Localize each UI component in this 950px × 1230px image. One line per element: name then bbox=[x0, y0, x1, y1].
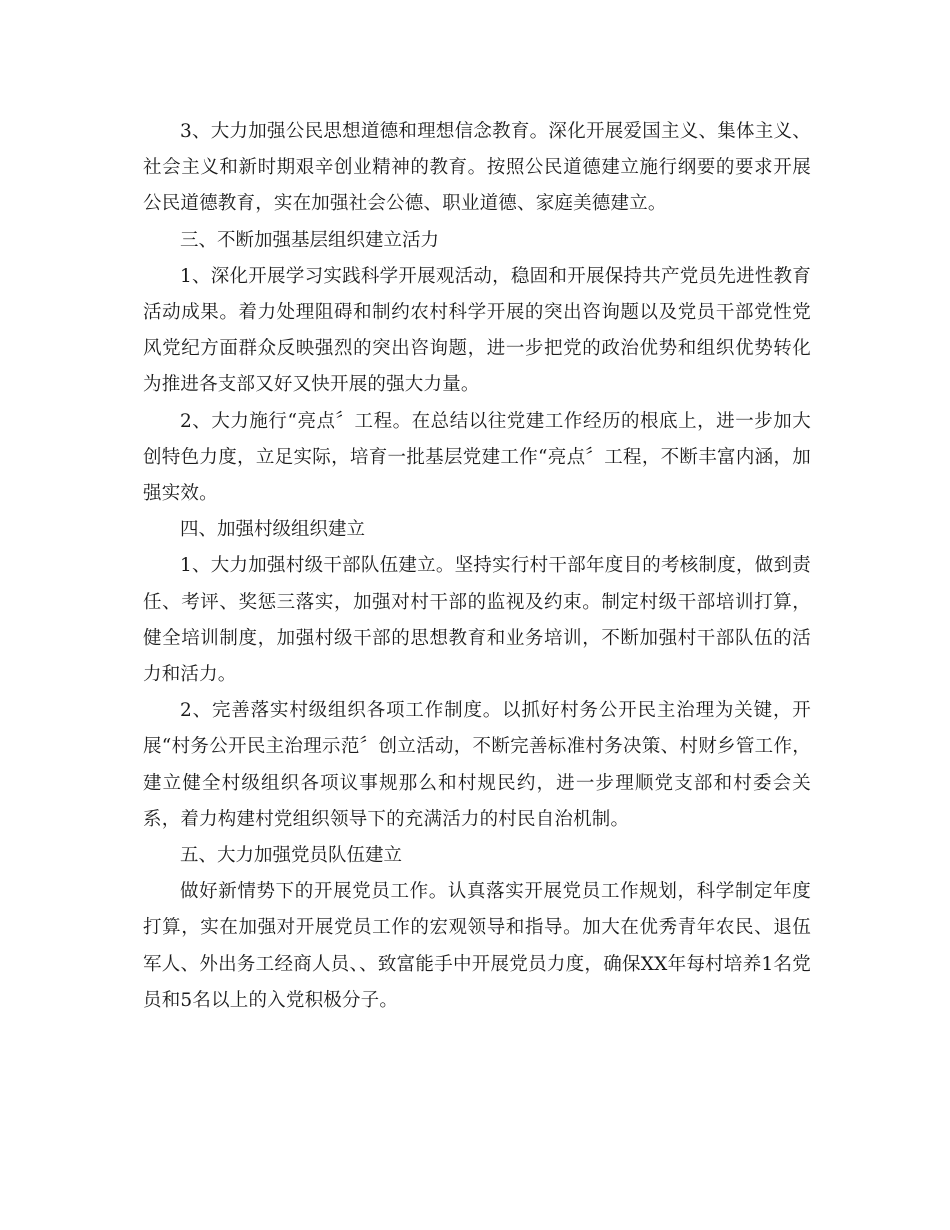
section-heading-village-organization: 四、加强村级组织建立 bbox=[180, 519, 366, 541]
section-heading-grassroots-organization: 三、不断加强基层组织建立活力 bbox=[180, 229, 440, 251]
section-heading-party-members: 五、大力加强党员队伍建立 bbox=[180, 845, 403, 867]
paragraph-member-development: 做好新情势下的开展党员工作。认真落实开展党员工作规划，科学制定年度打算，实在加强对开展党员工作的宏观领导和指导。加大在优秀青年农民、退伍军人、外出务工经商人员、、致富能手中开展党员力度，确保XX年每村培养1名党员和5名以上的入党积极分子。 bbox=[143, 881, 811, 1011]
paragraph-village-cadres: 1、大力加强村级干部队伍建立。坚持实行村干部年度目的考核制度，做到责任、考评、奖惩三落实，加强对村干部的监视及约束。制定村级干部培训打算，健全培训制度，加强村级干部的思想教育和业务培训，不断加强村干部队伍的活力和活力。 bbox=[143, 555, 811, 686]
paragraph-highlight-project: 2、大力施行“亮点〞工程。在总结以往党建工作经历的根底上，进一步加大创特色力度，立足实际，培育一批基层党建工作“亮点〞工程，不断丰富内涵，加强实效。 bbox=[143, 410, 811, 505]
paragraph-scientific-development: 1、深化开展学习实践科学开展观活动，稳固和开展保持共产党员先进性教育活动成果。着力处理阻碍和制约农村科学开展的突出咨询题以及党员干部党性党风党纪方面群众反映强烈的突出咨询题，进一步把党的政治优势和组织优势转化为推进各支部又好又快开展的强大力量。 bbox=[143, 265, 811, 396]
paragraph-village-work-system: 2、完善落实村级组织各项工作制度。以抓好村务公开民主治理为关键，开展“村务公开民主治理示范〞创立活动，不断完善标准村务决策、村财乡管工作，建立健全村级组织各项议事规那么和村规民约，进一步理顺党支部和村委会关系，着力构建村党组织领导下的充满活力的村民自治机制。 bbox=[143, 700, 811, 830]
document-page bbox=[143, 114, 811, 1019]
paragraph-moral-education: 3、大力加强公民思想道德和理想信念教育。深化开展爱国主义、集体主义、社会主义和新时期艰辛创业精神的教育。按照公民道德建立施行纲要的要求开展公民道德教育，实在加强社会公德、职业道德、家庭美德建立。 bbox=[143, 121, 811, 215]
